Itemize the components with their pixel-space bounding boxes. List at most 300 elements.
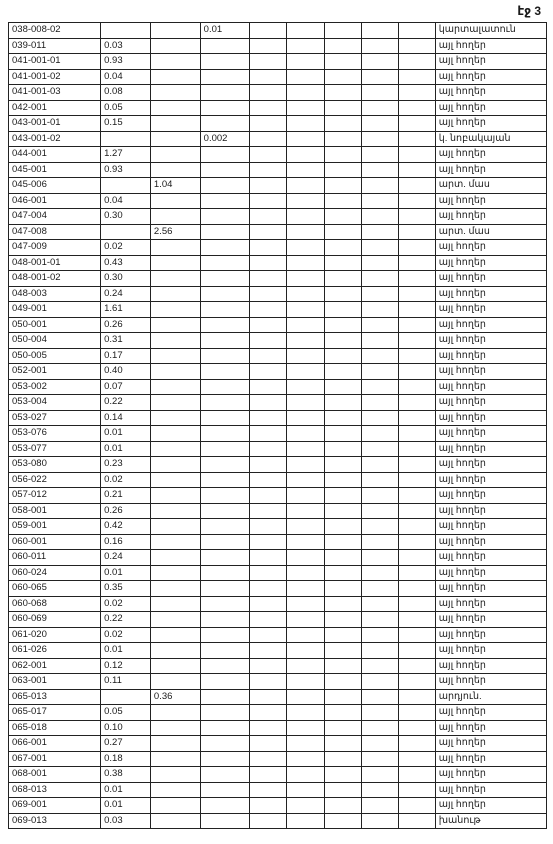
land-type-cell: կ. նոբակայան (435, 131, 546, 147)
value-col-2-cell (150, 705, 200, 721)
empty-cell (361, 813, 398, 829)
land-type-cell: այլ հողեր (435, 395, 546, 411)
value-col-3-cell (200, 240, 250, 256)
value-col-1-cell: 0.02 (101, 596, 151, 612)
table-row (9, 798, 547, 814)
empty-cell (398, 674, 435, 690)
empty-cell (250, 627, 287, 643)
empty-cell (287, 38, 324, 54)
land-type-cell: այլ հողեր (435, 627, 546, 643)
plot-code-cell: 061-026 (9, 643, 101, 659)
empty-cell (250, 317, 287, 333)
empty-cell (250, 54, 287, 70)
empty-cell (250, 193, 287, 209)
land-type-cell: այլ հողեր (435, 674, 546, 690)
land-type-cell: այլ հողեր (435, 441, 546, 457)
empty-cell (287, 54, 324, 70)
value-col-2-cell (150, 550, 200, 566)
value-col-3-cell (200, 302, 250, 318)
table-body (9, 23, 547, 829)
table-row (9, 364, 547, 380)
value-col-2-cell (150, 503, 200, 519)
empty-cell (398, 333, 435, 349)
value-col-1-cell: 0.01 (101, 441, 151, 457)
empty-cell (250, 503, 287, 519)
value-col-2-cell (150, 798, 200, 814)
empty-cell (250, 286, 287, 302)
value-col-2-cell (150, 457, 200, 473)
plot-code-cell: 045-001 (9, 162, 101, 178)
value-col-3-cell (200, 720, 250, 736)
value-col-1-cell: 0.22 (101, 612, 151, 628)
empty-cell (250, 736, 287, 752)
table-row (9, 224, 547, 240)
plot-code-cell: 043-001-02 (9, 131, 101, 147)
empty-cell (250, 255, 287, 271)
empty-cell (324, 69, 361, 85)
value-col-3-cell (200, 317, 250, 333)
empty-cell (398, 410, 435, 426)
plot-code-cell: 053-004 (9, 395, 101, 411)
value-col-3-cell (200, 38, 250, 54)
value-col-1-cell: 0.02 (101, 240, 151, 256)
value-col-2-cell (150, 519, 200, 535)
empty-cell (361, 472, 398, 488)
empty-cell (361, 488, 398, 504)
table-row (9, 317, 547, 333)
empty-cell (250, 69, 287, 85)
empty-cell (361, 131, 398, 147)
value-col-2-cell (150, 395, 200, 411)
plot-code-cell: 065-017 (9, 705, 101, 721)
value-col-3-cell (200, 813, 250, 829)
empty-cell (250, 333, 287, 349)
table-row (9, 736, 547, 752)
plot-code-cell: 050-004 (9, 333, 101, 349)
value-col-1-cell: 1.61 (101, 302, 151, 318)
plot-code-cell: 041-001-01 (9, 54, 101, 70)
value-col-3-cell (200, 441, 250, 457)
empty-cell (361, 364, 398, 380)
empty-cell (287, 441, 324, 457)
table-row (9, 348, 547, 364)
empty-cell (250, 240, 287, 256)
empty-cell (324, 178, 361, 194)
empty-cell (287, 705, 324, 721)
empty-cell (287, 519, 324, 535)
value-col-3-cell (200, 224, 250, 240)
plot-code-cell: 057-012 (9, 488, 101, 504)
table-row (9, 689, 547, 705)
value-col-3-cell (200, 379, 250, 395)
empty-cell (287, 689, 324, 705)
land-type-cell: այլ հողեր (435, 565, 546, 581)
value-col-2-cell (150, 38, 200, 54)
empty-cell (324, 782, 361, 798)
empty-cell (361, 116, 398, 132)
plot-code-cell: 067-001 (9, 751, 101, 767)
table-row (9, 503, 547, 519)
empty-cell (398, 286, 435, 302)
empty-cell (324, 798, 361, 814)
empty-cell (287, 596, 324, 612)
value-col-3-cell (200, 519, 250, 535)
empty-cell (361, 627, 398, 643)
value-col-2-cell (150, 782, 200, 798)
value-col-3-cell (200, 193, 250, 209)
value-col-3-cell (200, 54, 250, 70)
value-col-3-cell (200, 286, 250, 302)
plot-code-cell: 060-001 (9, 534, 101, 550)
value-col-3-cell: 0.01 (200, 23, 250, 39)
land-type-cell: այլ հողեր (435, 271, 546, 287)
empty-cell (250, 410, 287, 426)
plot-code-cell: 047-009 (9, 240, 101, 256)
empty-cell (361, 534, 398, 550)
value-col-1-cell: 1.27 (101, 147, 151, 163)
empty-cell (287, 317, 324, 333)
empty-cell (361, 23, 398, 39)
table-row (9, 286, 547, 302)
value-col-3-cell (200, 162, 250, 178)
plot-code-cell: 050-001 (9, 317, 101, 333)
value-col-2-cell (150, 720, 200, 736)
value-col-3-cell (200, 333, 250, 349)
empty-cell (287, 813, 324, 829)
empty-cell (324, 674, 361, 690)
empty-cell (287, 333, 324, 349)
land-type-cell: այլ հողեր (435, 410, 546, 426)
empty-cell (361, 317, 398, 333)
empty-cell (361, 674, 398, 690)
value-col-1-cell: 0.03 (101, 813, 151, 829)
empty-cell (250, 116, 287, 132)
empty-cell (398, 379, 435, 395)
empty-cell (361, 736, 398, 752)
empty-cell (361, 348, 398, 364)
empty-cell (398, 364, 435, 380)
table-row (9, 581, 547, 597)
table-row (9, 751, 547, 767)
value-col-2-cell (150, 736, 200, 752)
empty-cell (324, 85, 361, 101)
empty-cell (287, 457, 324, 473)
value-col-2-cell (150, 302, 200, 318)
plot-code-cell: 048-001-02 (9, 271, 101, 287)
empty-cell (324, 302, 361, 318)
empty-cell (324, 38, 361, 54)
empty-cell (398, 612, 435, 628)
empty-cell (324, 720, 361, 736)
empty-cell (398, 85, 435, 101)
plot-code-cell: 065-018 (9, 720, 101, 736)
value-col-2-cell (150, 317, 200, 333)
empty-cell (250, 596, 287, 612)
empty-cell (287, 472, 324, 488)
land-type-cell: այլ հողեր (435, 255, 546, 271)
empty-cell (398, 534, 435, 550)
table-row (9, 441, 547, 457)
value-col-1-cell (101, 224, 151, 240)
empty-cell (250, 674, 287, 690)
table-row (9, 550, 547, 566)
value-col-1-cell: 0.31 (101, 333, 151, 349)
value-col-2-cell (150, 410, 200, 426)
table-row (9, 131, 547, 147)
empty-cell (361, 379, 398, 395)
empty-cell (324, 379, 361, 395)
table-row (9, 472, 547, 488)
empty-cell (361, 255, 398, 271)
empty-cell (250, 209, 287, 225)
land-type-cell: արտ. մաս (435, 224, 546, 240)
empty-cell (398, 162, 435, 178)
value-col-2-cell (150, 286, 200, 302)
value-col-1-cell (101, 689, 151, 705)
value-col-1-cell: 0.01 (101, 798, 151, 814)
empty-cell (361, 100, 398, 116)
land-type-cell: այլ հողեր (435, 643, 546, 659)
empty-cell (287, 379, 324, 395)
empty-cell (361, 240, 398, 256)
land-type-cell: այլ հողեր (435, 426, 546, 442)
value-col-1-cell: 0.16 (101, 534, 151, 550)
plot-code-cell: 068-013 (9, 782, 101, 798)
value-col-3-cell (200, 658, 250, 674)
value-col-1-cell: 0.42 (101, 519, 151, 535)
empty-cell (398, 38, 435, 54)
land-type-cell: այլ հողեր (435, 767, 546, 783)
empty-cell (324, 224, 361, 240)
empty-cell (324, 23, 361, 39)
empty-cell (287, 410, 324, 426)
plot-code-cell: 044-001 (9, 147, 101, 163)
value-col-3-cell (200, 488, 250, 504)
empty-cell (287, 209, 324, 225)
empty-cell (324, 581, 361, 597)
land-type-cell: այլ հողեր (435, 658, 546, 674)
value-col-1-cell: 0.93 (101, 162, 151, 178)
empty-cell (361, 767, 398, 783)
empty-cell (361, 302, 398, 318)
land-type-cell: այլ հողեր (435, 379, 546, 395)
empty-cell (361, 162, 398, 178)
land-type-cell: այլ հողեր (435, 85, 546, 101)
value-col-1-cell: 0.24 (101, 550, 151, 566)
plot-code-cell: 058-001 (9, 503, 101, 519)
plot-code-cell: 056-022 (9, 472, 101, 488)
value-col-1-cell: 0.17 (101, 348, 151, 364)
table-row (9, 302, 547, 318)
value-col-1-cell (101, 23, 151, 39)
empty-cell (361, 782, 398, 798)
empty-cell (287, 131, 324, 147)
value-col-2-cell (150, 612, 200, 628)
plot-code-cell: 047-008 (9, 224, 101, 240)
empty-cell (361, 581, 398, 597)
land-type-cell: այլ հողեր (435, 209, 546, 225)
value-col-1-cell: 0.26 (101, 317, 151, 333)
value-col-1-cell: 0.22 (101, 395, 151, 411)
value-col-3-cell (200, 767, 250, 783)
empty-cell (398, 100, 435, 116)
empty-cell (250, 813, 287, 829)
empty-cell (398, 224, 435, 240)
empty-cell (361, 643, 398, 659)
empty-cell (361, 503, 398, 519)
land-type-cell: արդյուն. (435, 689, 546, 705)
land-type-cell: այլ հողեր (435, 240, 546, 256)
empty-cell (361, 751, 398, 767)
empty-cell (398, 581, 435, 597)
land-type-cell: այլ հողեր (435, 736, 546, 752)
empty-cell (398, 271, 435, 287)
plot-code-cell: 060-024 (9, 565, 101, 581)
empty-cell (361, 410, 398, 426)
plot-code-cell: 065-013 (9, 689, 101, 705)
value-col-2-cell (150, 596, 200, 612)
empty-cell (324, 627, 361, 643)
value-col-2-cell (150, 240, 200, 256)
empty-cell (398, 193, 435, 209)
table-row (9, 457, 547, 473)
table-row (9, 23, 547, 39)
value-col-2-cell (150, 627, 200, 643)
empty-cell (287, 534, 324, 550)
empty-cell (398, 565, 435, 581)
empty-cell (250, 441, 287, 457)
empty-cell (287, 348, 324, 364)
plot-code-cell: 053-080 (9, 457, 101, 473)
empty-cell (324, 333, 361, 349)
empty-cell (250, 550, 287, 566)
empty-cell (324, 441, 361, 457)
plot-code-cell: 068-001 (9, 767, 101, 783)
land-type-cell: այլ հողեր (435, 488, 546, 504)
empty-cell (287, 658, 324, 674)
table-row (9, 100, 547, 116)
value-col-3-cell (200, 457, 250, 473)
table-row (9, 255, 547, 271)
value-col-1-cell: 0.30 (101, 209, 151, 225)
empty-cell (250, 395, 287, 411)
value-col-1-cell (101, 131, 151, 147)
land-type-cell: այլ հողեր (435, 798, 546, 814)
land-type-cell: այլ հողեր (435, 100, 546, 116)
empty-cell (398, 302, 435, 318)
empty-cell (287, 255, 324, 271)
table-row (9, 612, 547, 628)
empty-cell (398, 178, 435, 194)
empty-cell (287, 240, 324, 256)
value-col-2-cell (150, 162, 200, 178)
table-row (9, 116, 547, 132)
empty-cell (324, 550, 361, 566)
empty-cell (287, 488, 324, 504)
empty-cell (250, 426, 287, 442)
empty-cell (250, 689, 287, 705)
empty-cell (287, 224, 324, 240)
value-col-1-cell: 0.01 (101, 565, 151, 581)
empty-cell (324, 457, 361, 473)
empty-cell (324, 162, 361, 178)
table-row (9, 379, 547, 395)
empty-cell (361, 69, 398, 85)
value-col-3-cell (200, 209, 250, 225)
empty-cell (250, 751, 287, 767)
value-col-1-cell: 0.07 (101, 379, 151, 395)
value-col-2-cell (150, 674, 200, 690)
land-type-cell: այլ հողեր (435, 69, 546, 85)
empty-cell (287, 100, 324, 116)
value-col-2-cell (150, 131, 200, 147)
value-col-2-cell (150, 441, 200, 457)
empty-cell (324, 100, 361, 116)
value-col-2-cell (150, 364, 200, 380)
plot-code-cell: 053-002 (9, 379, 101, 395)
value-col-3-cell (200, 100, 250, 116)
value-col-1-cell: 0.11 (101, 674, 151, 690)
land-type-cell: այլ հողեր (435, 751, 546, 767)
empty-cell (287, 116, 324, 132)
value-col-1-cell: 0.03 (101, 38, 151, 54)
empty-cell (250, 643, 287, 659)
value-col-2-cell (150, 581, 200, 597)
value-col-3-cell (200, 116, 250, 132)
empty-cell (398, 69, 435, 85)
value-col-1-cell: 0.23 (101, 457, 151, 473)
empty-cell (287, 162, 324, 178)
empty-cell (398, 317, 435, 333)
value-col-3-cell (200, 643, 250, 659)
land-type-cell: այլ հողեր (435, 720, 546, 736)
empty-cell (287, 643, 324, 659)
empty-cell (250, 224, 287, 240)
value-col-3-cell (200, 565, 250, 581)
value-col-3-cell (200, 85, 250, 101)
land-type-cell: այլ հողեր (435, 286, 546, 302)
plot-code-cell: 061-020 (9, 627, 101, 643)
empty-cell (287, 85, 324, 101)
value-col-1-cell: 0.05 (101, 100, 151, 116)
empty-cell (398, 550, 435, 566)
plot-code-cell: 049-001 (9, 302, 101, 318)
empty-cell (250, 565, 287, 581)
table-row (9, 69, 547, 85)
value-col-3-cell (200, 255, 250, 271)
value-col-1-cell: 0.40 (101, 364, 151, 380)
value-col-2-cell (150, 23, 200, 39)
value-col-3-cell (200, 503, 250, 519)
empty-cell (361, 271, 398, 287)
value-col-3-cell (200, 550, 250, 566)
value-col-2-cell (150, 658, 200, 674)
empty-cell (250, 581, 287, 597)
empty-cell (250, 488, 287, 504)
plot-code-cell: 063-001 (9, 674, 101, 690)
empty-cell (287, 364, 324, 380)
plot-code-cell: 053-076 (9, 426, 101, 442)
value-col-1-cell: 0.01 (101, 426, 151, 442)
empty-cell (361, 333, 398, 349)
empty-cell (361, 705, 398, 721)
value-col-3-cell (200, 395, 250, 411)
value-col-1-cell: 0.15 (101, 116, 151, 132)
value-col-1-cell: 0.27 (101, 736, 151, 752)
land-type-cell: այլ հողեր (435, 612, 546, 628)
table-row (9, 333, 547, 349)
empty-cell (398, 658, 435, 674)
